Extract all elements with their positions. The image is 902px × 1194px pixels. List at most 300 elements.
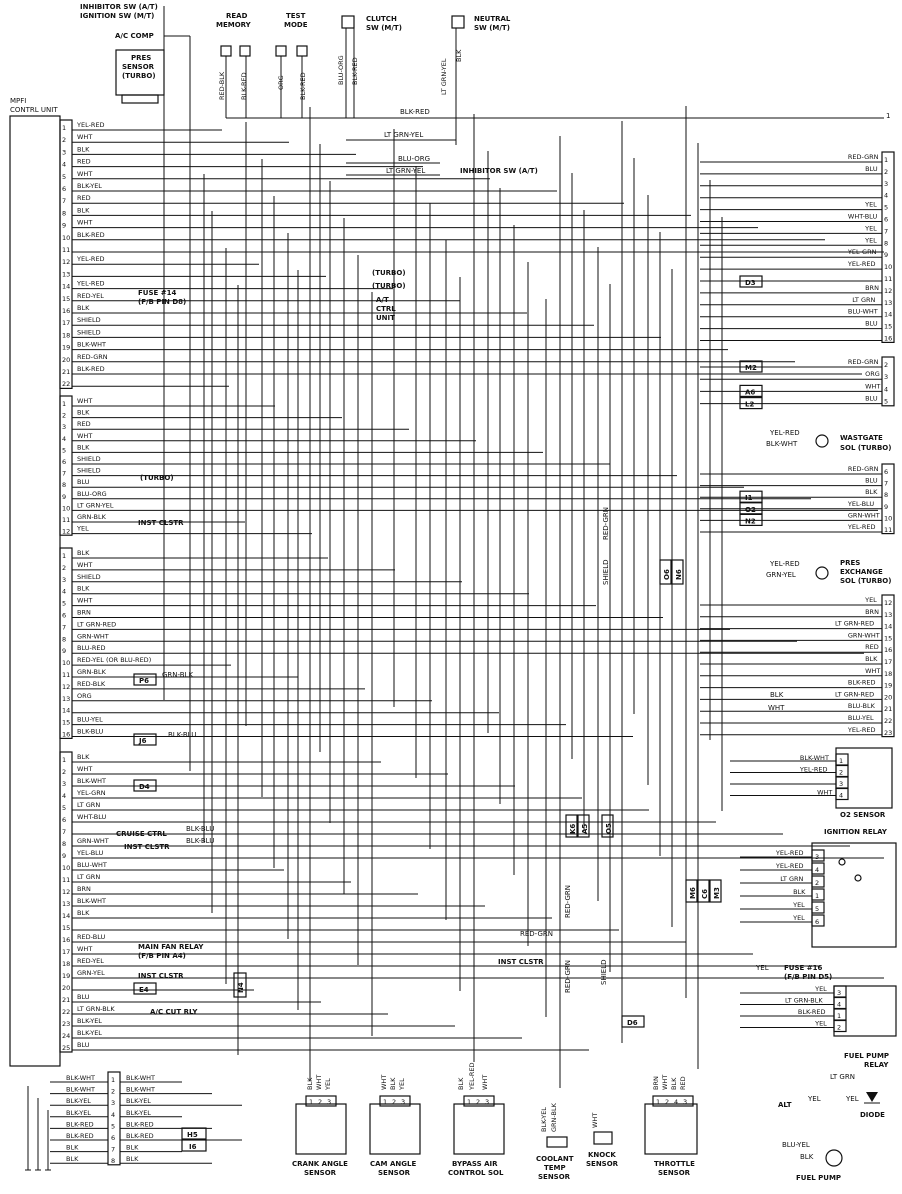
test-mode-l1: TEST [286,12,306,20]
ecu-pin-color: YEL-BLU [77,849,104,857]
ecu-pin-number: 4 [62,587,67,596]
lbl-o6: O6 [663,569,671,580]
ecu-pin-number: 5 [62,172,67,181]
vwire-6: BLK-RED [351,57,359,85]
ecu-pin-color: YEL-RED [77,121,105,129]
right-conn-2-box-label: L2 [745,400,755,409]
ecu-pin-number: 6 [62,185,67,193]
ecu-pin-color: SHIELD [77,466,101,475]
right-conn-4-pin: 12 [884,599,893,607]
ecu-pin-color: LT GRN [77,801,101,809]
lbl-blk-blu-1: BLK-BLU [186,825,215,833]
fpr-pin: 1 [837,1012,842,1020]
right-conn-4-pin: 15 [884,634,893,643]
right-conn-3-box-label: N2 [745,517,756,526]
lbl-red-grn-2: RED-GRN [520,930,553,938]
ecu-pin-number: 16 [62,730,71,739]
lbl-blk-red: BLK-RED [400,108,430,116]
ecu-pin-color: GRN-BLK [77,668,106,676]
right-conn-1-color: BRN [865,283,879,292]
ecu-pin-number: 6 [62,816,67,824]
right-conn-2-color: ORG [865,370,880,379]
right-side-components [700,152,894,1032]
ecu-pin-color: BLU [77,1041,90,1049]
inhibitor-sw-at-label: INHIBITOR SW (A/T) [80,3,158,11]
bypass-pin-3: 3 [485,1098,490,1106]
ign-pin: 4 [815,866,820,874]
clutch-sw-l1: CLUTCH [366,15,397,23]
right-conn-3-pin: 9 [884,502,889,511]
o2-wire-color: WHT [817,788,833,797]
ecu-pin-number: 12 [62,258,71,267]
neutral-sw-l1: NEUTRAL [474,15,511,23]
connector-e-right-color: BLK-WHT [126,1074,156,1082]
right-conn-1-pin: 10 [884,263,893,272]
ecu-pin-color: GRN-YEL [77,969,105,977]
ign-wire-color: YEL [793,901,805,909]
ign-wire-color: YEL [793,914,805,922]
connector-e-left-color: BLK-RED [66,1120,94,1129]
fpr-wire-color: YEL [815,1019,827,1028]
right-conn-4-pin: 19 [884,681,893,690]
ecu-pin-number: 9 [62,221,67,230]
right-conn-4-color: BRN [865,607,879,616]
lbl-ac-cut: A/C CUT RLY [150,1008,198,1016]
ecu-pin-color: SHIELD [77,328,101,337]
connector-e-left-color: BLK-YEL [66,1108,91,1117]
ign-wire-color: BLK [793,888,806,896]
lbl-at-ctrl-3: UNIT [376,314,395,322]
ecu-title-1: MPFI [10,97,27,105]
pres-sensor-l2: SENSOR [122,63,155,71]
bypass-pin-2: 2 [476,1098,481,1106]
ecu-pin-number: 7 [62,197,67,206]
right-conn-4-color: BLK [865,655,878,663]
crank-pin-3: 3 [327,1098,332,1106]
connector-e-left-color: BLK-WHT [66,1085,96,1094]
right-conn-1-color: BLU [865,164,878,173]
ign-relay-label: IGNITION RELAY [824,828,887,836]
ecu-pin-number: 17 [62,319,71,328]
lbl-red-grn-3: RED-GRN [564,885,572,918]
ecu-pin-number: 24 [62,1032,71,1040]
relay-contact-icon [839,859,845,865]
ecu-pin-color: BLK-RED [77,365,105,373]
right-conn-3-color: GRN-WHT [847,511,880,520]
clutch-sw-l2: SW (M/T) [366,24,402,32]
lbl-e4: E4 [139,986,149,994]
ecu-pin-number: 11 [62,671,71,679]
lbl-inst-clstr-2: INST CLSTR [124,843,170,851]
right-conn-4-color: YEL-RED [847,725,876,734]
fp-wire-2: BLK [800,1153,814,1161]
ecu-pin-color: RED-BLK [77,679,106,688]
right-conn-4-color: BLU-BLK [847,702,875,711]
fuel-pump-relay-box [834,986,896,1036]
right-conn-2-box-label: M2 [745,364,757,372]
ecu-pin-color: BLK [77,304,90,312]
ecu-pin-number: 11 [62,516,71,524]
pres-exchange-sol-icon [816,567,828,579]
right-conn-4-pin: 14 [884,622,893,631]
right-conn-4-color: WHT [865,666,881,675]
wg-wire-1: YEL-RED [770,429,800,437]
diode-icon [866,1092,878,1102]
lbl-main-fan-2: (F/B PIN A4) [138,952,186,960]
lbl-inst-clstr-3: INST CLSTR [138,972,184,980]
connector-e-pin: 1 [111,1076,116,1084]
lbl-m3: M3 [713,887,721,899]
ecu-pin-color: BLK [77,145,90,154]
right-conn-1-color: YEL [865,236,877,245]
right-conn-3-pin: 10 [884,514,893,523]
o2-wire-color: BLK-WHT [799,754,829,762]
right-conn-1-pin: 12 [884,286,893,295]
right-conn-3-color: BLK [865,488,878,497]
cam-wire-2: BLK [389,1077,397,1090]
ecu-pin-number: 7 [62,623,67,632]
connector-e-pin: 8 [111,1157,116,1166]
ecu-pin-number: 15 [62,924,71,932]
lbl-turbo-2: (TURBO) [372,282,406,290]
pres-sensor-l1: PRES [131,54,152,62]
pe-wire-1: YEL-RED [770,560,800,568]
bypass-label-1: BYPASS AIR [452,1160,498,1168]
ecu-pin-color: WHT [77,397,93,405]
right-conn-4-color: BLK-RED [847,678,876,687]
lbl-main-fan-1: MAIN FAN RELAY [138,943,204,951]
right-conn-1-pin: 13 [884,298,893,307]
ecu-pin-number: 25 [62,1044,71,1052]
right-conn-1-pin: 9 [884,251,889,260]
throttle-wire-3: BLK [670,1077,678,1090]
crank-label-2: SENSOR [304,1169,337,1177]
ecu-pin-color: RED [77,194,91,203]
right-conn-1-pin: 3 [884,179,889,188]
ecu-pin-color: GRN-WHT [77,837,109,845]
right-conn-1-pin: 5 [884,203,889,212]
ecu-pin-color: BLU-RED [77,644,106,653]
ecu-pin-number: 1 [62,756,67,764]
right-conn-1-color: YEL-RED [847,260,876,269]
connector-e-right-color: BLK-RED [126,1120,154,1129]
ecu-pin-color: RED [77,420,91,429]
ecu-pin-color: YEL-RED [77,255,105,264]
pres-sensor-l3: (TURBO) [122,72,156,80]
lbl-shield-2: SHIELD [600,959,608,985]
right-conn-1-color: BLU [865,319,878,328]
vwire-8: BLK [455,49,463,62]
ecu-pin-number: 20 [62,355,71,364]
right-conn-4-pin: 21 [884,705,893,714]
coolant-wire-1: BLK-YEL [540,1107,548,1132]
connector-e-right-color: BLK-YEL [126,1108,151,1117]
wastegate-sol-icon [816,435,828,447]
ecu-pin-number: 13 [62,900,71,908]
ecu-pin-number: 7 [62,828,67,836]
connector-e-right-color: BLK [126,1155,139,1164]
lbl-j6-wire: BLK-BLU [168,731,197,739]
throttle-wire-2: WHT [661,1074,669,1090]
right-conn-3-pin: 11 [884,526,893,534]
ecu-pin-number: 1 [62,400,67,408]
ecu-pin-number: 18 [62,960,71,968]
ecu-pin-number: 14 [62,706,71,715]
ign-pin: 1 [815,892,820,900]
lbl-p6: P6 [139,677,150,685]
right-conn-1-pin: 1 [884,156,889,164]
o2-pin: 4 [839,791,844,800]
ecu-pin-color: WHT [77,431,93,440]
fuse16-l1: FUSE #16 [784,964,823,972]
right-conn-4-color: YEL [865,596,877,604]
bottom-sensors [292,1062,697,1181]
ecu-pin-number: 1 [62,124,67,132]
right-conn-4-pin: 13 [884,610,893,619]
right-conn-1-pin: 8 [884,239,889,248]
ecu-pin-number: 12 [62,888,71,896]
ecu-pin-color: YEL [77,524,89,533]
pin21-extra: WHT [768,704,785,712]
ecu-pin-color: WHT [77,945,93,953]
ecu-pin-color: YEL-GRN [77,789,106,797]
throttle-wire-4: RED [679,1076,687,1090]
ecu-pin-color: BLK-RED [77,230,105,239]
throttle-sensor-box [645,1104,697,1154]
connector-e-left-color: BLK-YEL [66,1097,91,1106]
ecu-pin-number: 22 [62,1008,71,1016]
ecu-pin-number: 2 [62,768,67,776]
ecu-pin-color: GRN-BLK [77,513,106,521]
right-conn-4-pin: 17 [884,658,893,666]
lbl-at-ctrl-2: CTRL [376,305,396,313]
o2-pin: 3 [839,780,844,788]
coolant-wire-2: GRN-BLK [550,1103,558,1132]
ecu-pin-color: ORG [77,691,92,700]
relay-contact-icon [855,875,861,881]
right-conn-3-pin: 7 [884,479,889,488]
crank-pin-2: 2 [318,1098,323,1106]
connector-e-pin: 3 [111,1099,116,1108]
bypass-pin-1: 1 [467,1098,472,1106]
ecu-pin-color: BLK [77,549,90,557]
fpr-wire-color: YEL [815,985,827,993]
fpr-pin: 2 [837,1023,842,1032]
ecu-pin-color: WHT [77,169,93,178]
fpr-pin: 3 [837,989,842,997]
right-conn-1-color: WHT-BLU [847,212,878,221]
cam-sensor-box [370,1104,420,1154]
connector-e-left-color: BLK [66,1143,79,1152]
lbl-grid-end: 1 [886,112,891,120]
ecu-pin-color: WHT [77,133,93,142]
lbl-inst-clstr-1: INST CLSTR [138,519,184,527]
wg-label-1: WASTGATE [840,434,883,442]
right-conn-2-pin: 3 [884,373,889,382]
read-memory-l1: READ [226,12,248,20]
right-conn-1-pin: 14 [884,310,893,319]
ecu-pin-color: BLK-WHT [77,777,107,785]
ign-wire-color: YEL-RED [775,849,804,857]
ecu-pin-color: BLK [77,206,90,215]
ecu-pin-number: 10 [62,233,71,242]
ecu-pin-number: 16 [62,307,71,315]
lbl-c6: C6 [701,888,709,899]
vwire-2: BLK-RED [240,72,248,100]
ecu-pin-color: BLK-YEL [77,1017,102,1025]
ecu-pin-number: 8 [62,635,67,644]
test-mode-l2: MODE [284,21,308,29]
ecu-pin-number: 4 [62,434,67,443]
crank-sensor-box [296,1104,346,1154]
right-conn-4-color: BLU-YEL [847,714,874,722]
vwire-3: ORG [277,75,285,90]
ecu-pin-color: WHT [77,218,93,227]
cam-label-2: SENSOR [378,1169,411,1177]
knock-wire-1: WHT [591,1112,599,1128]
bypass-label-2: CONTROL SOL [448,1169,504,1177]
bypass-sol-box [454,1104,504,1154]
right-conn-4-pin: 18 [884,669,893,678]
vwire-1: RED-BLK [218,71,226,100]
right-conn-2-pin: 4 [884,385,889,394]
connector-e-left-color: BLK [66,1155,79,1164]
fuse16-l2: (F/B PIN D5) [784,973,833,981]
fpr-label-1: FUEL PUMP [844,1052,890,1060]
right-conn-1-pin: 2 [884,167,889,176]
ecu-pin-color: BLK-YEL [77,1029,102,1037]
lbl-turbo-3: (TURBO) [140,474,174,482]
connector-e-left-color: BLK-RED [66,1132,94,1140]
ign-wire-color: YEL-RED [775,862,804,870]
right-conn-3-color: RED-GRN [847,465,879,473]
vwire-5: BLU-ORG [337,55,345,85]
ecu-pin-number: 9 [62,647,67,656]
lbl-red-grn-4: RED-GRN [564,960,572,993]
ecu-pin-number: 6 [62,458,67,466]
lbl-h5: H5 [187,1131,198,1139]
read-memory-conn-1 [221,46,231,56]
ecu-pin-number: 6 [62,611,67,620]
right-conn-1-color: YEL [865,200,877,209]
connector-e-pin: 7 [111,1145,116,1154]
connector-e-pin: 4 [111,1110,116,1119]
throttle-label-2: SENSOR [658,1169,691,1177]
fpr-label-2: RELAY [864,1061,889,1069]
right-conn-3-box-label: I1 [745,494,753,503]
ecu-pin-color: RED-BLU [77,933,106,941]
ecu-pin-color: YEL-RED [77,279,105,288]
ecu-pin-number: 13 [62,694,71,703]
ecu-pin-color: RED-GRN [77,352,108,361]
ecu-pin-number: 3 [62,148,67,157]
cam-wire-3: YEL [398,1078,406,1090]
lbl-inst-clstr-4: INST CLSTR [498,958,544,966]
right-conn-1-pin: 7 [884,227,889,236]
coolant-label-3: SENSOR [538,1173,571,1181]
lbl-p6-wire: GRN-BLK [162,671,194,679]
ecu-pin-color: BLU-ORG [77,489,107,498]
lbl-shield-1: SHIELD [602,559,610,585]
ignition-sw-mt-label: IGNITION SW (M/T) [80,12,155,20]
ign-pin: 5 [815,905,820,913]
ecu-pin-number: 14 [62,912,71,920]
pe-label-3: SOL (TURBO) [840,577,892,585]
crank-wire-1: BLK [306,1077,314,1090]
ecu-pin-color: BLK-WHT [77,340,107,349]
throttle-wire-1: BRN [652,1076,660,1090]
right-conn-4-color: RED [865,643,879,652]
connector-e-left-color: BLK-WHT [66,1074,96,1082]
ecu-pin-color: LT GRN-RED [77,620,117,629]
test-mode-conn-2 [297,46,307,56]
fp-label: FUEL PUMP [796,1174,842,1182]
ecu-pin-number: 2 [62,411,67,420]
connector-e-right-color: BLK-YEL [126,1097,151,1106]
ecu-pin-color: RED [77,157,91,166]
right-conn-1-color: BLU-WHT [847,307,878,316]
ecu-pin-number: 23 [62,1020,71,1028]
ecu-pin-number: 13 [62,270,71,279]
ecu-pin-color: WHT-BLU [77,813,107,821]
o2-pin: 1 [839,757,844,765]
diode-wire-3: YEL [846,1095,859,1103]
lbl-j6: J6 [139,737,147,745]
ecu-pin-number: 12 [62,682,71,691]
throttle-pin-4: 4 [674,1098,679,1106]
diode-alt: ALT [778,1101,792,1109]
ecu-pin-number: 18 [62,331,71,340]
pe-label-1: PRES [840,559,861,567]
ecu-title-2: CONTRL UNIT [10,106,58,114]
ecu-pin-color: BLU-YEL [77,715,103,724]
right-conn-4-color: LT GRN-RED [835,690,875,699]
connector-e-right-color: BLK-WHT [126,1085,156,1094]
ecu-pin-color: BLK [77,408,90,417]
ecu-pin-number: 3 [62,575,67,584]
right-conn-3-pin: 8 [884,491,889,500]
right-conn-1-pin: 16 [884,334,893,343]
ecu-pin-number: 2 [62,136,67,145]
ecu-pin-color: LT GRN [77,873,101,881]
ecu-pin-color: SHIELD [77,572,101,581]
right-conn-1-pin: 6 [884,215,889,224]
lbl-i6: I6 [189,1143,197,1151]
diode-wire-2: YEL [808,1095,821,1103]
crank-label-1: CRANK ANGLE [292,1160,348,1168]
ecu-pin-color: BLK-WHT [77,897,107,905]
ecu-pin-number: 3 [62,780,67,788]
ecu-pin-number: 7 [62,469,67,478]
neutral-sw-box [452,16,464,28]
ecu-pin-number: 21 [62,996,71,1004]
ecu-pin-number: 11 [62,246,71,254]
crank-wire-2: WHT [315,1074,323,1090]
ecu-pin-number: 20 [62,984,71,992]
ecu-pin-number: 5 [62,446,67,455]
ecu-pin-number: 15 [62,294,71,303]
coolant-label-2: TEMP [544,1164,566,1172]
fpr-pin: 4 [837,1000,842,1009]
lbl-blu-org: BLU-ORG [398,155,430,163]
vwire-7: LT GRN-YEL [440,58,448,95]
ecu-pin-color: RED-YEL (OR BLU-RED) [77,656,152,665]
fuse16-wire: YEL [756,964,769,972]
ign-pin: 2 [815,879,820,887]
cam-label-1: CAM ANGLE [370,1160,417,1168]
ecu-pin-color: BLK [77,443,90,452]
lbl-n4: N4 [237,982,245,993]
